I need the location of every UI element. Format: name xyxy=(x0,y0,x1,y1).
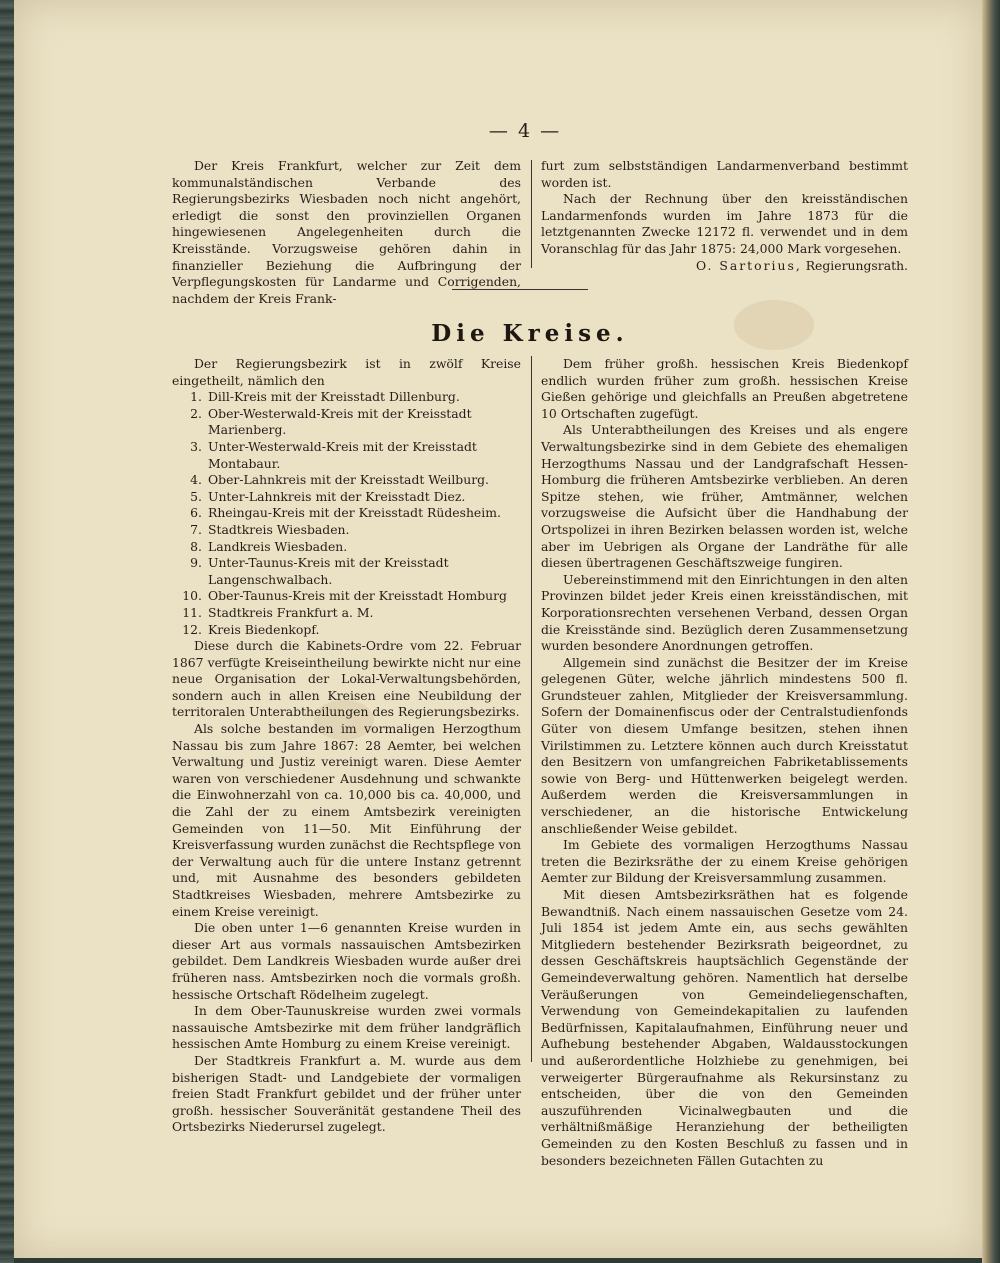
list-item-text: Unter-Lahnkreis mit der Kreisstadt Diez. xyxy=(208,488,466,504)
list-item-text: Kreis Biedenkopf. xyxy=(208,621,320,637)
intro-right-column xyxy=(541,158,908,274)
signature xyxy=(541,258,908,275)
right-paragraph-2: Als Unterabtheilungen des Kreises und als engere Verwaltungsbezirke sind in dem Gebiete des ehemaligen Herzogthums Nassau und der Landgrafschaft Hessen-Homburg die früheren Amtsbezirke verblieben. An deren Spitze stehen, wie früher, Amtmänner, welchen vorzugsweise die Aufsicht über die Handhabung der Ortspolizei in ihren Bezirken belassen worden ist, welche aber im Uebrigen als Organe der Landräthe für alle diesen übertragenen Geschäftszweige fungiren. xyxy=(541,422,908,571)
list-item xyxy=(172,439,521,472)
right-paragraph-4: Allgemein sind zunächst die Besitzer der im Kreise gelegenen Güter, welche jährlich mindestens 500 fl. Grundsteuer zahlen, Mitglieder der Kreisversammlung. Sofern der Domainenfiscus oder der Centralstudienfonds Güter von diesem Umfange besitzen, stehen ihnen Virilstimmen zu. Letztere können auch durch Kreisstatut den Besitzern von umfangreichen Fabriketablissements sowie von Berg- und Hüttenwerken beigelegt werden. Außerdem werden die Kreisversammlungen in verschiedener, an die historische Entwickelung anschließender Weise gebildet. xyxy=(541,654,908,836)
list-item xyxy=(172,539,521,556)
book-binding-edge xyxy=(0,0,14,1263)
list-item-number: 9. xyxy=(190,555,202,571)
list-item-number: 3. xyxy=(190,438,202,454)
column-divider xyxy=(531,356,532,1062)
list-item-text: Rheingau-Kreis mit der Kreisstadt Rüdesheim. xyxy=(208,505,501,521)
list-item-number: 1. xyxy=(190,389,202,405)
list-item-text: Ober-Lahnkreis mit der Kreisstadt Weilburg. xyxy=(208,472,489,488)
left-paragraph-4: Die oben unter 1—6 genannten Kreise wurden in dieser Art aus vormals nassauischen Amtsbezirken gebildet. Dem Landkreis Wiesbaden wurde außer drei früheren nass. Amtsbezirken noch die vormals großh. hessische Ortschaft Rödelheim zugelegt. xyxy=(172,920,521,1002)
section-heading: Die Kreise. xyxy=(431,320,629,347)
list-item xyxy=(172,389,521,406)
left-paragraph-2: Diese durch die Kabinets-Ordre vom 22. Februar 1867 verfügte Kreiseintheilung bewirkte nicht nur eine neue Organisation der Lokal-Verwaltungsbehörden, sondern auch in allen Kreisen eine Neubildung der territoralen Unterabtheilungen des Regierungsbezirks. xyxy=(172,638,521,720)
intro-left-column xyxy=(172,158,521,307)
intro-left-paragraph: Der Kreis Frankfurt, welcher zur Zeit dem kommunalständischen Verbande des Regierungsbezirks Wiesbaden noch nicht angehört, erledigt die sonst den provinziellen Organen hingewiesenen Angelegenheiten durch die Kreisstände. Vorzugsweise gehören dahin in finanzieller Beziehung die Aufbringung der Verpflegungskosten für Landarme und Corrigenden, nachdem der Kreis Frank- xyxy=(172,158,521,306)
right-paragraph-1: Dem früher großh. hessischen Kreis Biedenkopf endlich wurden früher zum großh. hessischen Kreise Gießen gehörige und gleichfalls an Preußen abgetretene 10 Ortschaften zugefügt. xyxy=(541,356,908,421)
right-paragraph-3: Uebereinstimmend mit den Einrichtungen in den alten Provinzen bildet jeder Kreis einen kreisständischen, mit Korporationsrechten versehenen Verband, dessen Organ die Kreisstände sind. Bezüglich deren Zusammensetzung wurden besondere Anordnungen getroffen. xyxy=(541,571,908,654)
section-divider xyxy=(452,289,588,290)
left-column xyxy=(172,356,521,1136)
list-item-text: Landkreis Wiesbaden. xyxy=(208,538,348,554)
list-item-number: 7. xyxy=(190,521,202,537)
page-right-edge xyxy=(982,0,1000,1263)
list-item xyxy=(172,555,521,588)
list-item-number: 11. xyxy=(182,604,202,620)
list-item-text: Unter-Westerwald-Kreis mit der Kreisstadt Montabaur. xyxy=(208,438,477,471)
right-paragraph-5: Im Gebiete des vormaligen Herzogthums Nassau treten die Bezirksräthe der zu einem Kreise gehörigen Aemter zur Bildung der Kreisversammlung zusammen. xyxy=(541,837,908,886)
left-paragraph-6: Der Stadtkreis Frankfurt a. M. wurde aus dem bisherigen Stadt- und Landgebiete der vormaligen freien Stadt Frankfurt gebildet und der früher unter großh. hessischer Souveränität gestandene Theil des Ortsbezirks Niederursel zugelegt. xyxy=(172,1052,521,1135)
intro-right-paragraph-1: furt zum selbstständigen Landarmenverband bestimmt worden ist. xyxy=(541,158,908,190)
left-paragraph-3: Als solche bestanden im vormaligen Herzogthum Nassau bis zum Jahre 1867: 28 Aemter, bei welchen Verwaltung und Justiz vereinigt waren. Diese Aemter waren von verschiedener Ausdehnung und schwankte die Einwohnerzahl von ca. 10,000 bis ca. 40,000, und die Zahl der zu einem Amtsbezirk vereinigten Gemeinden von 11—50. Mit Einführung der Kreisverfassung wurden zunächst die Rechtspflege von der Verwaltung auch für die untere Instanz getrennt und, mit Ausnahme des besonders gebildeten Stadtkreises Wiesbaden, mehrere Amtsbezirke zu einem Kreise vereinigt. xyxy=(172,721,521,919)
list-item xyxy=(172,505,521,522)
list-item-text: Stadtkreis Wiesbaden. xyxy=(208,521,350,537)
list-item xyxy=(172,622,521,639)
paper-stain xyxy=(734,300,814,350)
left-paragraph-1: Der Regierungsbezirk ist in zwölf Kreise eingetheilt, nämlich den xyxy=(172,356,521,388)
list-item-text: Dill-Kreis mit der Kreisstadt Dillenburg. xyxy=(208,389,460,405)
left-paragraph-5: In dem Ober-Taunuskreise wurden zwei vormals nassauische Amtsbezirke mit dem früher landgräflich hessischen Amte Homburg zu einem Kreise vereinigt. xyxy=(172,1003,521,1052)
kreise-list xyxy=(172,389,521,638)
intro-right-paragraph-2: Nach der Rechnung über den kreisständischen Landarmenfonds wurden im Jahre 1873 für die letztgenannten Zwecke 12172 fl. verwendet und in dem Voranschlag für das Jahr 1875: 24,000 Mark vorgesehen. xyxy=(541,191,908,256)
right-paragraph-6: Mit diesen Amtsbezirksräthen hat es folgende Bewandtniß. Nach einem nassauischen Gesetze vom 24. Juli 1854 ist jedem Amte ein, aus sechs gewählten Mitgliedern bestehender Bezirksrath beigeordnet, zu dessen Geschäftskreis hauptsächlich Gegenstände der Gemeindeverwaltung gehören. Namentlich hat derselbe Veräußerungen von Gemeindeliegenschaften, Verwendung von Gemeindekapitalien zu laufenden Bedürfnissen, Kapitalaufnahmen, Einführung neuer und Aufhebung bestehender Abgaben, Waldausstockungen und außerordentliche Holzhiebe zu genehmigen, bei verweigerter Bürgeraufnahme als Rekursinstanz zu entscheiden, über die von den Gemeinden auszuführenden Vicinalwegbauten und die verhältnißmäßige Heranziehung der betheiligten Gemeinden zu den Kosten Beschluß zu fassen und in besonders bezeichneten Fällen Gutachten zu xyxy=(541,887,908,1168)
page-number: — 4 — xyxy=(488,120,562,142)
list-item-text: Stadtkreis Frankfurt a. M. xyxy=(208,604,374,620)
list-item-text: Ober-Westerwald-Kreis mit der Kreisstadt Marienberg. xyxy=(208,405,472,438)
list-item-number: 4. xyxy=(190,472,202,488)
list-item-number: 5. xyxy=(190,488,202,504)
list-item-number: 12. xyxy=(182,621,202,637)
right-column xyxy=(541,356,908,1169)
list-item xyxy=(172,588,521,605)
list-item xyxy=(172,605,521,622)
signature-name: O. Sartorius, xyxy=(696,257,802,273)
list-item-number: 10. xyxy=(182,588,202,604)
list-item-number: 8. xyxy=(190,538,202,554)
signature-title: Regierungsrath. xyxy=(805,257,908,273)
list-item xyxy=(172,489,521,506)
list-item-text: Ober-Taunus-Kreis mit der Kreisstadt Homburg xyxy=(208,588,507,604)
list-item-text: Unter-Taunus-Kreis mit der Kreisstadt Langenschwalbach. xyxy=(208,555,449,587)
list-item xyxy=(172,472,521,489)
list-item xyxy=(172,522,521,539)
list-item-number: 2. xyxy=(190,405,202,421)
list-item xyxy=(172,406,521,439)
column-divider xyxy=(531,160,532,268)
list-item-number: 6. xyxy=(190,505,202,521)
